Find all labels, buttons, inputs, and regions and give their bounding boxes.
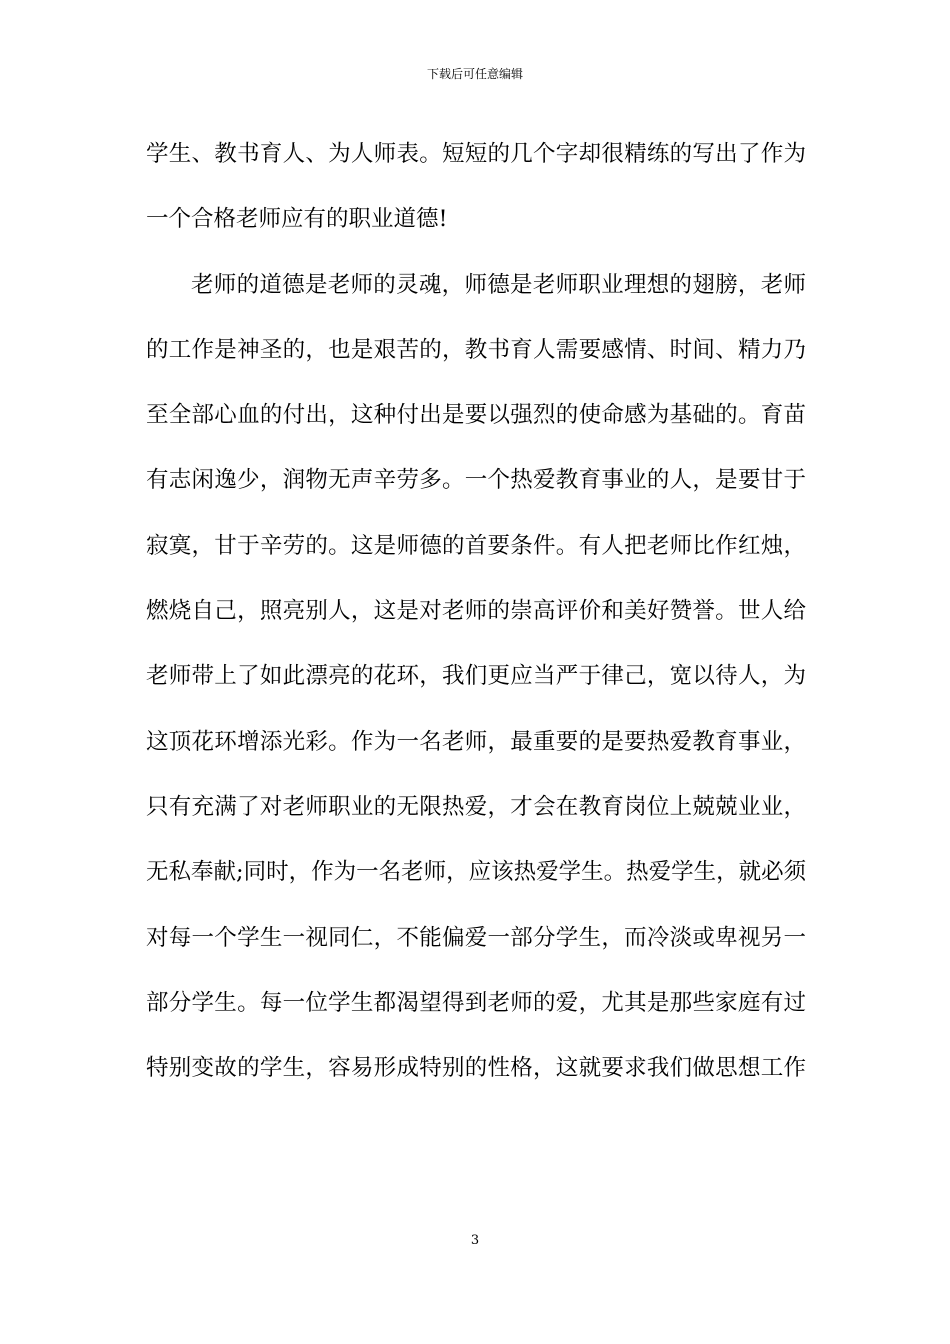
paragraph-line: 这顶花环增添光彩。作为一名老师，最重要的是要热爱教育事业， [146, 728, 806, 755]
page-header: 下载后可任意编辑 [426, 67, 523, 81]
paragraph-line: 燃烧自己，照亮别人，这是对老师的崇高评价和美好赞誉。世人给 [146, 598, 806, 625]
paragraph-line: 学生、教书育人、为人师表。短短的几个字却很精练的写出了作为 [146, 141, 806, 167]
paragraph-line: 有志闲逸少，润物无声辛劳多。一个热爱教育事业的人，是要甘于 [146, 467, 806, 494]
paragraph-line: 对每一个学生一视同仁，不能偏爱一部分学生，而冷淡或卑视另一 [146, 924, 806, 951]
paragraph-line: 至全部心血的付出，这种付出是要以强烈的使命感为基础的。育苗 [146, 402, 806, 429]
paragraph-line: 无私奉献;同时，作为一名老师，应该热爱学生。热爱学生，就必须 [146, 859, 807, 886]
paragraph-line: 老师带上了如此漂亮的花环，我们更应当严于律己，宽以待人，为 [146, 663, 806, 690]
paragraph-line: 特别变故的学生，容易形成特别的性格，这就要求我们做思想工作 [146, 1055, 806, 1082]
paragraph-line: 的工作是神圣的，也是艰苦的，教书育人需要感情、时间、精力乃 [146, 336, 806, 363]
paragraph-line: 寂寞，甘于辛劳的。这是师德的首要条件。有人把老师比作红烛， [146, 532, 806, 559]
paragraph-line: 老师的道德是老师的灵魂，师德是老师职业理想的翅膀，老师 [191, 271, 806, 298]
paragraph-line: 部分学生。每一位学生都渴望得到老师的爱，尤其是那些家庭有过 [146, 989, 806, 1016]
paragraph-line: 只有充满了对老师职业的无限热爱，才会在教育岗位上兢兢业业， [146, 793, 806, 820]
paragraph-line: 一个合格老师应有的职业道德! [146, 206, 448, 233]
page-number: 3 [470, 1233, 480, 1248]
body-text [146, 128, 806, 1107]
